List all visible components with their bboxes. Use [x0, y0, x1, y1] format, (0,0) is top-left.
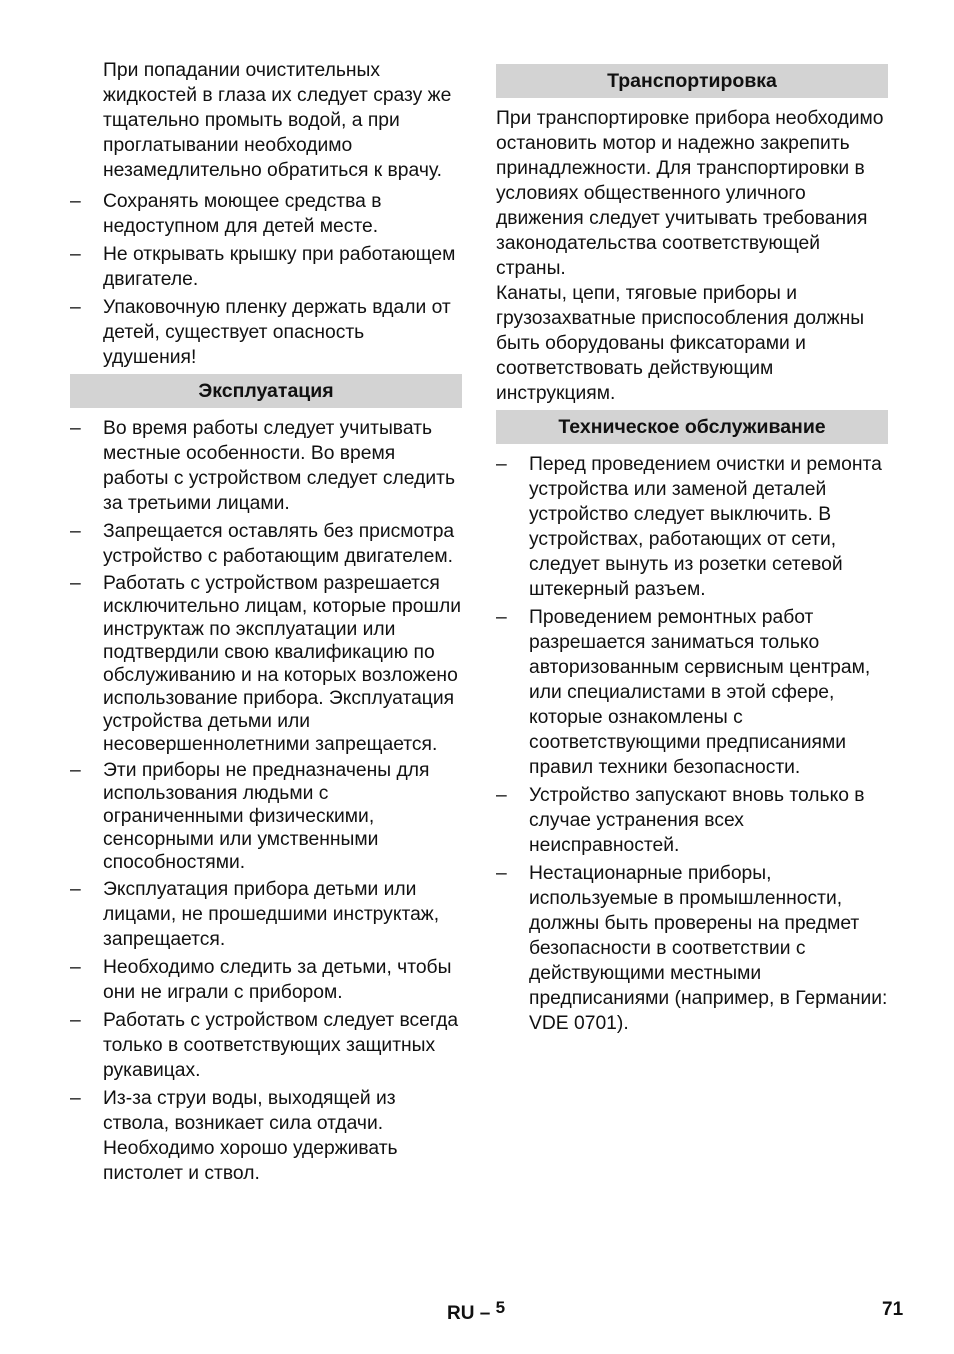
bullet-dash: –	[70, 418, 81, 439]
list-item: – Работать с устройством следует всегда только в соответствующих защитных рукавицах.	[70, 1010, 459, 1081]
bullet-dash: –	[496, 863, 507, 884]
list-item: – Работать с устройством разрешается исключительно лицам, которые прошли инструктаж по эксплуатации или подтвердили свою квалификацию по обслуживанию и на которых возложено использование прибора. Эксплуатация устройства детьми или несовершеннолетними запрещается.	[70, 573, 461, 755]
list-item: – Из-за струи воды, выходящей из ствола, возникает сила отдачи. Необходимо хорошо удерживать пистолет и ствол.	[70, 1088, 398, 1184]
section-heading-operation: Эксплуатация	[70, 374, 462, 408]
footer-section-marker	[447, 1298, 505, 1325]
bullet-dash: –	[496, 785, 507, 806]
bullet-dash: –	[70, 760, 81, 781]
left-column	[70, 58, 462, 1189]
bullet-dash: –	[70, 521, 81, 542]
list-item: – Эти приборы не предназначены для использования людьми с ограниченными физическими, сенсорными или умственными способностями.	[70, 760, 430, 873]
bullet-dash: –	[70, 244, 81, 265]
transport-paragraph: При транспортировке прибора необходимо остановить мотор и надежно закрепить принадлежности. Для транспортировки в условиях общественного уличного движения следует учитывать требования законодательства соответствующей страны.	[496, 108, 884, 279]
bullet-dash: –	[70, 1010, 81, 1031]
footer-section-page: 5	[495, 1298, 506, 1317]
bullet-dash: –	[70, 957, 81, 978]
transport-paragraph-2: Канаты, цепи, тяговые приборы и грузозахватные приспособления должны быть оборудованы фиксаторами и соответствовать действующим инструкциям.	[496, 283, 865, 404]
section-heading-maintenance: Техническое обслуживание	[496, 410, 888, 444]
bullet-dash: –	[70, 1088, 81, 1109]
list-item: – Проведением ремонтных работ разрешается заниматься только авторизованным сервисным центрам, или специалистами в этой сфере, которые ознакомлены с соответствующими предписаниями правил техники безопасности.	[496, 607, 871, 778]
bullet-dash: –	[496, 607, 507, 628]
list-item: – Сохранять моющее средства в недоступном для детей месте.	[70, 191, 382, 237]
intro-paragraph: При попадании очистительных жидкостей в глаза их следует сразу же тщательно промыть водой, а при проглатывании необходимо незамедлительно обратиться к врачу.	[103, 60, 452, 181]
page-number: 71	[882, 1299, 904, 1320]
list-item: – Необходимо следить за детьми, чтобы они не играли с прибором.	[70, 957, 452, 1003]
bullet-dash: –	[70, 573, 81, 594]
list-item: – Во время работы следует учитывать местные особенности. Во время работы с устройством следует следить за третьими лицами.	[70, 418, 456, 514]
footer-lang: RU –	[447, 1303, 496, 1324]
list-item: – Упаковочную пленку держать вдали от детей, существует опасность удушения!	[70, 297, 451, 368]
bullet-dash: –	[70, 191, 81, 212]
bullet-dash: –	[70, 297, 81, 318]
bullet-dash: –	[70, 879, 81, 900]
list-item: – Устройство запускают вновь только в случае устранения всех неисправностей.	[496, 785, 865, 856]
list-item: – Перед проведением очистки и ремонта устройства или заменой деталей устройство следует выключить. В устройствах, работающих от сети, следует вынуть из розетки сетевой штекерный разъем.	[496, 454, 882, 600]
right-column	[496, 58, 888, 1039]
bullet-dash: –	[496, 454, 507, 475]
list-item: – Эксплуатация прибора детьми или лицами, не прошедшими инструктаж, запрещается.	[70, 879, 440, 950]
list-item: – Нестационарные приборы, используемые в промышленности, должны быть проверены на предмет безопасности в соответствии с действующими местными предписаниями (например, в Германии: VDE 0701).	[496, 863, 888, 1034]
list-item: – Не открывать крышку при работающем двигателе.	[70, 244, 456, 290]
section-heading-transport: Транспортировка	[496, 64, 888, 98]
list-item: – Запрещается оставлять без присмотра устройство с работающим двигателем.	[70, 521, 455, 567]
